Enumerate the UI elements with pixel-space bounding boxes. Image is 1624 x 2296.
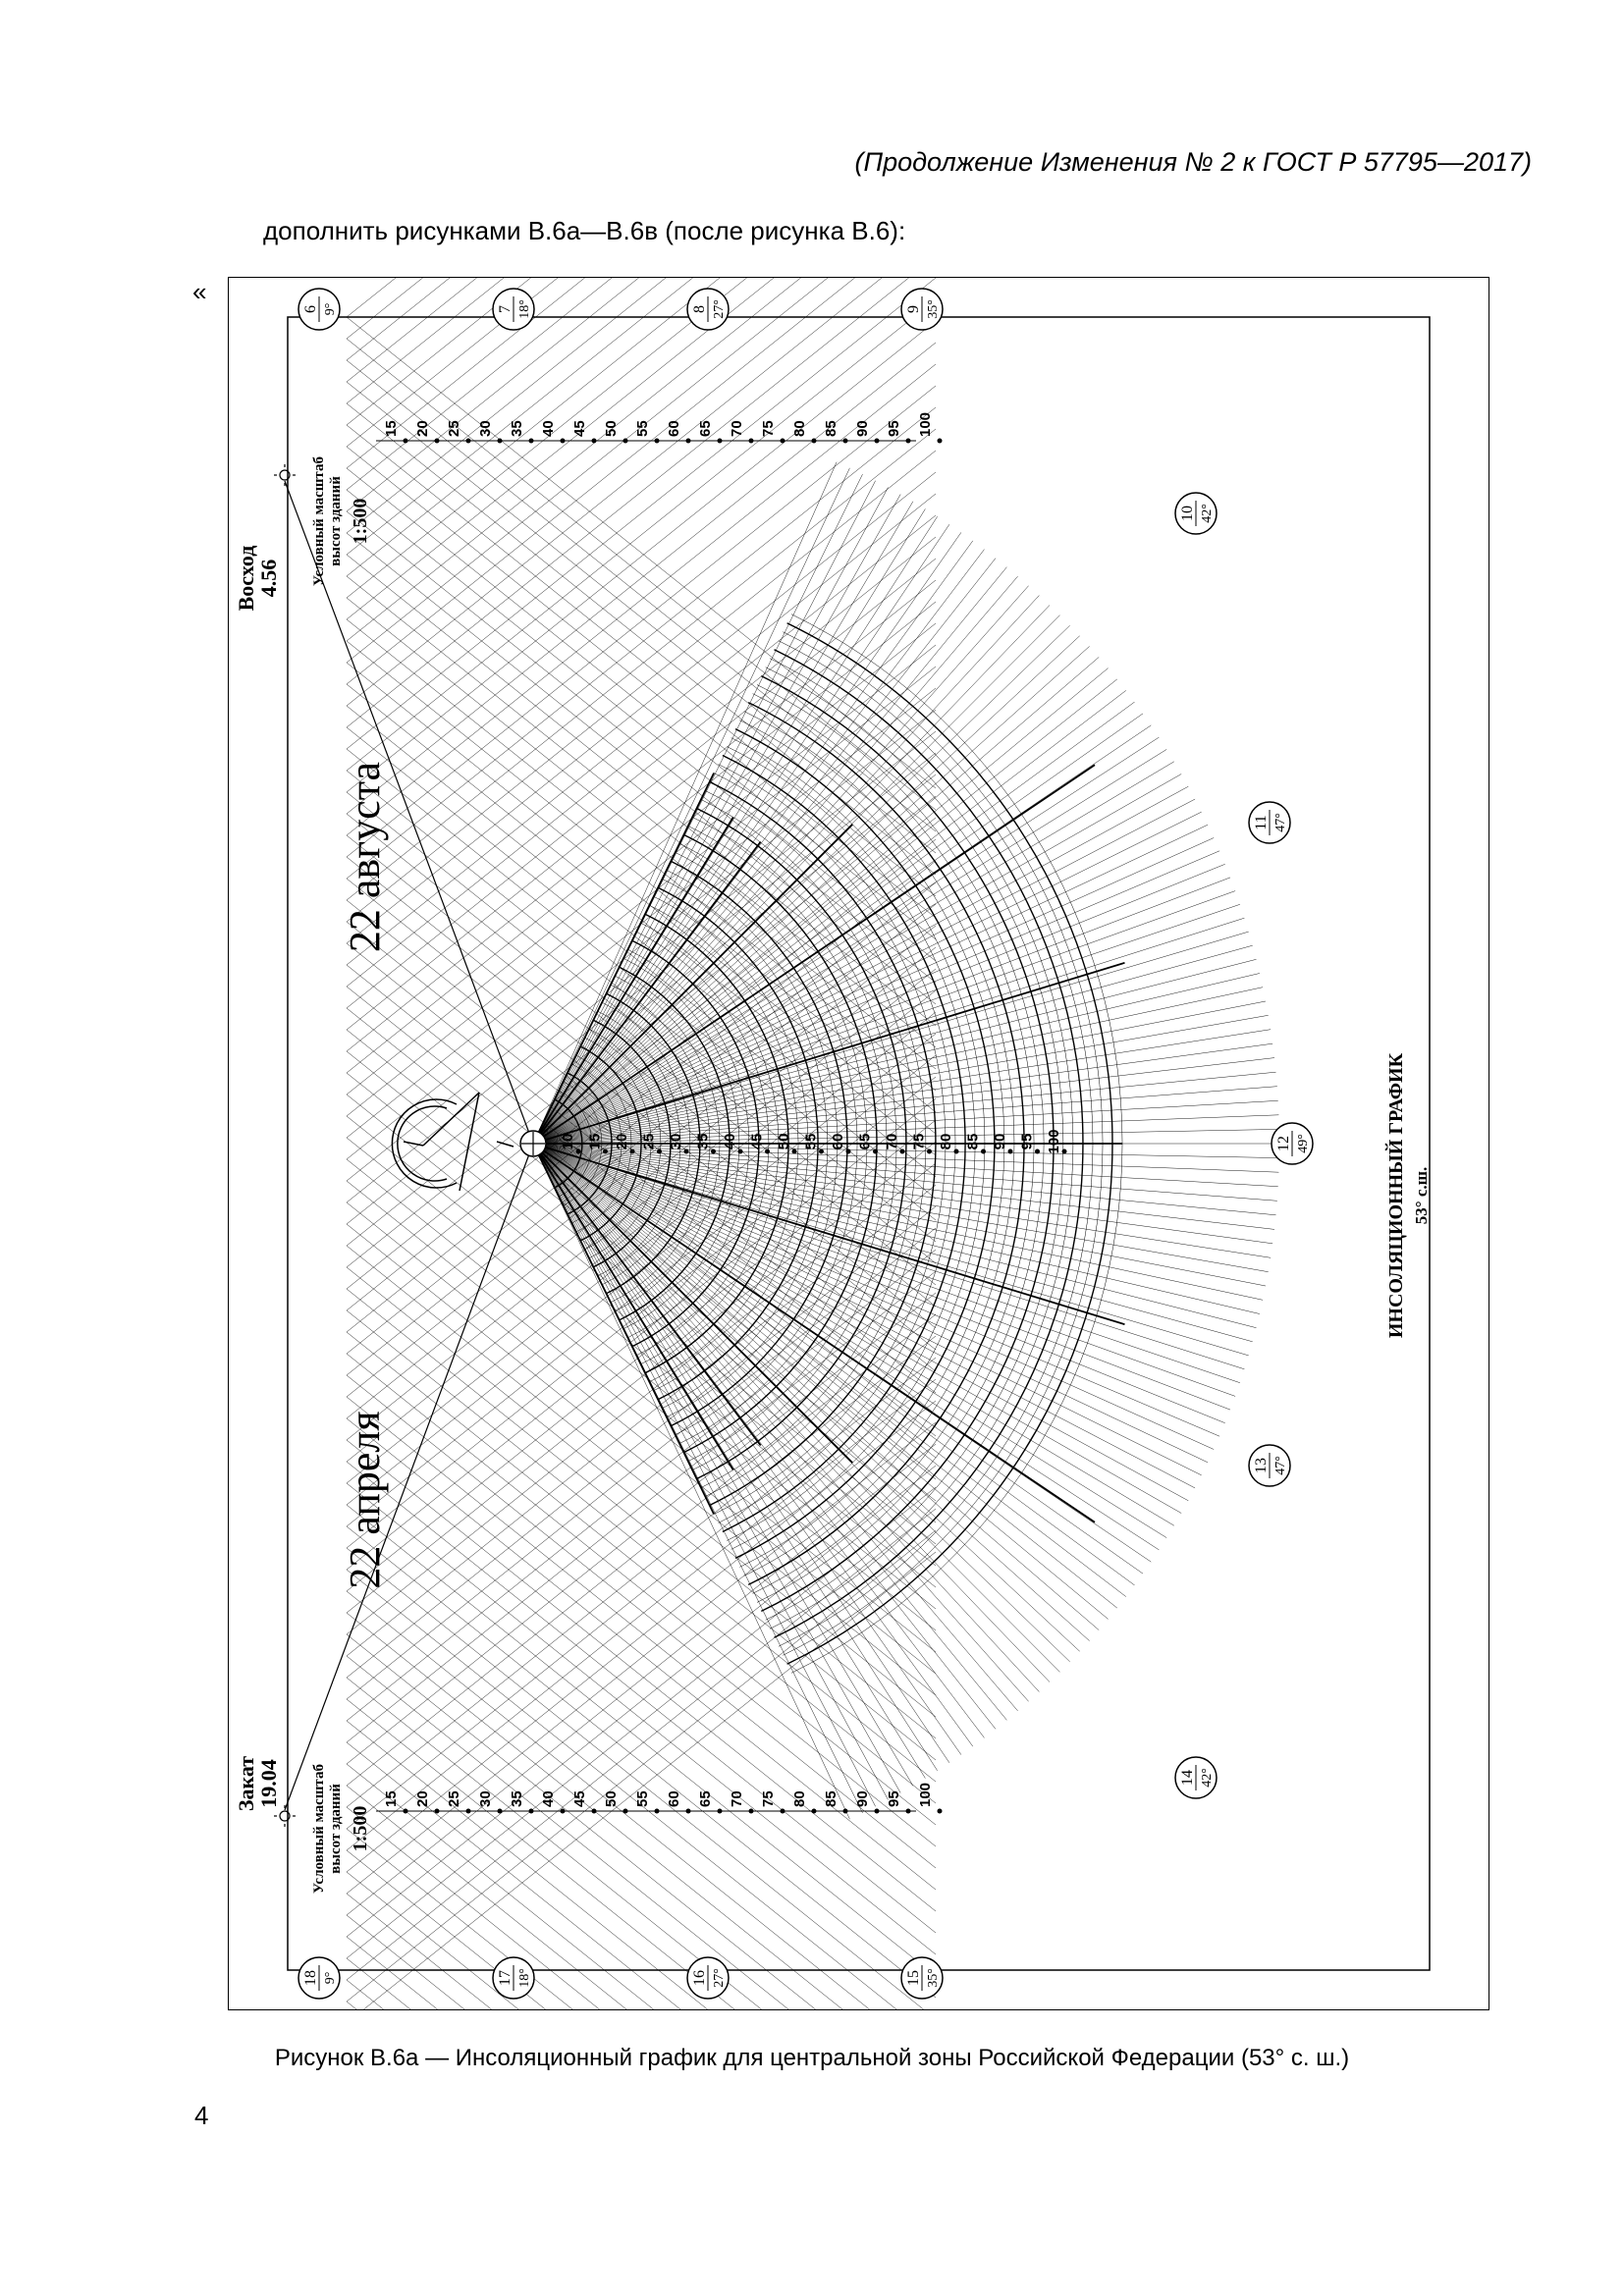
scale-tick-dot bbox=[749, 1809, 754, 1814]
fine-diagonal bbox=[347, 403, 936, 875]
fine-diagonal bbox=[347, 278, 936, 641]
fine-diagonal bbox=[347, 1483, 936, 1954]
height-tick-label: 65 bbox=[856, 1133, 874, 1150]
fine-diagonal bbox=[347, 425, 936, 896]
scale-tick-label: 30 bbox=[477, 1790, 494, 1807]
insolation-chart bbox=[229, 278, 1489, 2009]
fine-diagonal bbox=[347, 278, 936, 339]
scale-tick-dot bbox=[843, 1809, 848, 1814]
date-upper-label: 22 августа bbox=[341, 761, 389, 953]
fine-diagonal bbox=[347, 278, 936, 555]
fine-diagonal bbox=[347, 1462, 936, 1933]
scale-tick-dot bbox=[938, 1809, 943, 1814]
fine-diagonal bbox=[347, 1228, 936, 1699]
hour-marker-hour: 9 bbox=[905, 305, 922, 313]
scale-note-upper-line1: Условный масштаб bbox=[311, 456, 327, 586]
fine-diagonal bbox=[347, 1444, 936, 1915]
height-tick-dot bbox=[900, 1149, 905, 1154]
fine-diagonal bbox=[347, 1850, 936, 2009]
scale-tick-label: 60 bbox=[666, 420, 682, 437]
height-tick-label: 50 bbox=[776, 1133, 792, 1150]
hour-marker-azimuth: 9° bbox=[323, 302, 338, 316]
hour-marker bbox=[901, 1957, 943, 1999]
fine-diagonal bbox=[347, 468, 936, 939]
fine-diagonal bbox=[347, 278, 936, 511]
fine-diagonal bbox=[347, 818, 936, 1289]
figure-caption: Рисунок В.6а — Инсоляционный график для центральной зоны Российской Федерации (53° с. ш.) bbox=[274, 2045, 1350, 2071]
scale-tick-label: 75 bbox=[760, 1790, 777, 1807]
scale-tick-dot bbox=[781, 439, 785, 444]
sunrise-time: 4.56 bbox=[256, 559, 281, 598]
header-note: (Продолжение Изменения № 2 к ГОСТ Р 57795—2017) bbox=[854, 147, 1532, 177]
fine-diagonal bbox=[347, 1012, 936, 1483]
scale-tick-label: 20 bbox=[414, 1790, 431, 1807]
height-tick-dot bbox=[819, 1149, 824, 1154]
fine-diagonal bbox=[347, 1958, 936, 2009]
fine-diagonal bbox=[347, 1980, 936, 2009]
hour-marker-azimuth: 47° bbox=[1273, 1456, 1288, 1475]
fine-diagonal bbox=[347, 515, 936, 987]
scale-tick-dot bbox=[404, 1809, 408, 1814]
fine-diagonal bbox=[347, 1314, 936, 1786]
height-tick-dot bbox=[954, 1149, 959, 1154]
fine-diagonal bbox=[347, 537, 936, 1008]
scale-tick-label: 35 bbox=[509, 420, 525, 437]
fine-diagonal bbox=[347, 1807, 936, 2009]
sunset-time: 19.04 bbox=[256, 1759, 281, 1808]
scale-tick-label: 60 bbox=[666, 1790, 682, 1807]
height-tick-label: 20 bbox=[614, 1133, 630, 1150]
hour-marker-hour: 12 bbox=[1275, 1136, 1292, 1151]
height-tick-dot bbox=[1008, 1149, 1013, 1154]
height-tick-label: 55 bbox=[802, 1133, 820, 1150]
height-tick-dot bbox=[792, 1149, 797, 1154]
scale-tick-label: 80 bbox=[791, 1790, 808, 1807]
center-mark-icon bbox=[520, 1131, 546, 1156]
scale-tick-dot bbox=[435, 1809, 440, 1814]
fine-diagonal bbox=[347, 1030, 936, 1501]
hour-marker-hour: 11 bbox=[1253, 815, 1270, 830]
scale-tick-dot bbox=[498, 1809, 503, 1814]
fine-diagonal bbox=[347, 1142, 936, 1613]
fine-diagonal bbox=[347, 667, 936, 1138]
height-tick-dot bbox=[927, 1149, 932, 1154]
scale-tick-label: 50 bbox=[603, 420, 620, 437]
hour-marker-hour: 7 bbox=[497, 305, 514, 313]
hour-marker-azimuth: 18° bbox=[517, 299, 532, 319]
fine-diagonal bbox=[347, 663, 936, 1134]
hour-marker-azimuth: 35° bbox=[926, 1968, 941, 1988]
fine-diagonal bbox=[347, 1829, 936, 2009]
scale-tick-dot bbox=[749, 439, 754, 444]
hour-marker-azimuth: 42° bbox=[1200, 1768, 1215, 1788]
scale-tick-label: 65 bbox=[697, 1790, 714, 1807]
scale-tick-dot bbox=[466, 439, 471, 444]
fine-diagonal bbox=[347, 1570, 936, 2009]
hour-marker bbox=[1249, 1445, 1290, 1486]
fine-diagonal bbox=[347, 278, 936, 598]
scale-tick-label: 90 bbox=[854, 420, 871, 437]
fine-diagonal bbox=[347, 490, 936, 961]
fine-diagonal bbox=[347, 511, 936, 983]
scale-tick-label: 40 bbox=[540, 1790, 557, 1807]
hour-marker-hour: 8 bbox=[691, 305, 708, 313]
hour-ray bbox=[533, 774, 714, 1145]
fine-diagonal bbox=[347, 533, 936, 1004]
fine-diagonal bbox=[347, 1505, 936, 1976]
scale-tick-dot bbox=[812, 1809, 817, 1814]
height-tick-dot bbox=[738, 1149, 743, 1154]
scale-tick-label: 90 bbox=[854, 1790, 871, 1807]
fine-diagonal bbox=[347, 1699, 936, 2009]
fine-diagonal bbox=[347, 278, 936, 727]
hour-marker-hour: 15 bbox=[905, 1970, 922, 1986]
fine-diagonal bbox=[347, 1267, 936, 1738]
height-tick-dot bbox=[1062, 1149, 1067, 1154]
fine-diagonal bbox=[347, 278, 936, 684]
fine-diagonal bbox=[347, 559, 936, 1030]
hour-marker-azimuth: 9° bbox=[323, 1971, 338, 1985]
scale-tick-label: 100 bbox=[917, 1782, 934, 1807]
intro-text: дополнить рисунками В.6а—В.6в (после рисунка В.6): bbox=[263, 216, 906, 245]
hour-marker-hour: 10 bbox=[1179, 506, 1196, 521]
fine-diagonal bbox=[347, 1678, 936, 2009]
scale-tick-dot bbox=[561, 1809, 566, 1814]
scale-tick-label: 55 bbox=[634, 1790, 651, 1807]
sunrise-sunset-lines bbox=[285, 481, 533, 1810]
scale-tick-dot bbox=[686, 439, 691, 444]
height-tick-label: 95 bbox=[1018, 1133, 1036, 1150]
date-lower-label: 22 апреля bbox=[341, 1411, 389, 1589]
scale-tick-dot bbox=[404, 439, 408, 444]
sunset-label: Закат bbox=[234, 1755, 258, 1812]
fine-diagonal bbox=[347, 1224, 936, 1695]
height-tick-label: 15 bbox=[586, 1133, 604, 1150]
hour-marker bbox=[298, 289, 340, 330]
scale-tick-dot bbox=[529, 439, 534, 444]
fine-diagonal bbox=[347, 1894, 936, 2009]
chart-latitude: 53° с.ш. bbox=[1412, 1166, 1431, 1225]
hour-marker bbox=[493, 1957, 534, 1999]
fine-diagonal bbox=[347, 1289, 936, 1760]
scale-tick-dot bbox=[435, 439, 440, 444]
hour-marker bbox=[1175, 493, 1217, 534]
scale-note-lower-line1: Условный масштаб bbox=[311, 1764, 327, 1894]
fine-diagonal bbox=[347, 1915, 936, 2009]
fine-diagonal bbox=[347, 386, 936, 857]
scale-tick-label: 95 bbox=[886, 420, 902, 437]
fine-diagonal bbox=[347, 407, 936, 879]
scale-tick-dot bbox=[812, 439, 817, 444]
fine-diagonal bbox=[347, 339, 936, 810]
scale-tick-dot bbox=[843, 439, 848, 444]
fine-diagonal bbox=[347, 814, 936, 1285]
scale-tick-label: 25 bbox=[446, 420, 462, 437]
height-tick-label: 75 bbox=[910, 1133, 928, 1150]
height-tick-dot bbox=[873, 1149, 878, 1154]
scale-tick-dot bbox=[875, 1809, 880, 1814]
height-tick-label: 90 bbox=[992, 1133, 1008, 1150]
height-tick-dot bbox=[630, 1149, 635, 1154]
scale-tick-dot bbox=[529, 1809, 534, 1814]
scale-ratio-upper: 1:500 bbox=[350, 498, 371, 545]
height-tick-label: 30 bbox=[668, 1133, 684, 1150]
height-tick-dot bbox=[765, 1149, 770, 1154]
scale-tick-dot bbox=[592, 439, 597, 444]
height-tick-label: 80 bbox=[938, 1133, 954, 1150]
scale-tick-label: 50 bbox=[603, 1790, 620, 1807]
fine-diagonal bbox=[347, 879, 936, 1350]
sunset-line bbox=[285, 1144, 533, 1810]
north-arrow-icon bbox=[392, 1093, 514, 1191]
fine-diagonal bbox=[347, 278, 936, 749]
height-tick-label: 40 bbox=[722, 1133, 738, 1150]
scale-tick-label: 15 bbox=[383, 1790, 400, 1807]
hour-marker-azimuth: 42° bbox=[1200, 504, 1215, 523]
hour-marker bbox=[1175, 1757, 1217, 1798]
scale-tick-label: 40 bbox=[540, 420, 557, 437]
scale-tick-label: 35 bbox=[509, 1790, 525, 1807]
fine-diagonal bbox=[347, 278, 936, 382]
scale-note-lower-line2: высот зданий bbox=[328, 1784, 344, 1874]
fine-diagonal bbox=[347, 472, 936, 943]
scale-tick-dot bbox=[655, 439, 660, 444]
hour-marker bbox=[1249, 802, 1290, 843]
scale-tick-label: 25 bbox=[446, 1790, 462, 1807]
figure-frame bbox=[228, 277, 1489, 2010]
height-tick-dot bbox=[657, 1149, 662, 1154]
scale-tick-dot bbox=[623, 1809, 628, 1814]
hour-marker bbox=[687, 289, 729, 330]
height-tick-dot bbox=[603, 1149, 608, 1154]
fine-diagonal bbox=[347, 555, 936, 1026]
fine-diagonal bbox=[347, 619, 936, 1091]
height-tick-label: 100 bbox=[1046, 1129, 1062, 1154]
hour-marker bbox=[1272, 1123, 1313, 1164]
scale-tick-dot bbox=[718, 1809, 723, 1814]
fine-diagonal bbox=[347, 1634, 936, 2009]
height-tick-label: 60 bbox=[830, 1133, 846, 1150]
fine-diagonal bbox=[347, 343, 936, 814]
height-tick-dot bbox=[576, 1149, 581, 1154]
scale-tick-label: 70 bbox=[729, 420, 745, 437]
scale-tick-label: 70 bbox=[729, 1790, 745, 1807]
scale-tick-dot bbox=[561, 439, 566, 444]
scale-tick-label: 20 bbox=[414, 420, 431, 437]
fine-diagonal bbox=[347, 1422, 936, 1894]
scale-tick-dot bbox=[623, 439, 628, 444]
scale-tick-label: 55 bbox=[634, 420, 651, 437]
scale-tick-dot bbox=[466, 1809, 471, 1814]
height-tick-label: 70 bbox=[884, 1133, 900, 1150]
hour-ray bbox=[533, 1144, 714, 1515]
scale-tick-dot bbox=[686, 1809, 691, 1814]
fine-diagonal bbox=[347, 1937, 936, 2009]
hour-marker bbox=[687, 1957, 729, 1999]
fine-diagonal bbox=[347, 1548, 936, 2009]
fine-diagonal bbox=[347, 1418, 936, 1890]
hour-marker-azimuth: 27° bbox=[712, 299, 727, 319]
fine-diagonal bbox=[347, 1379, 936, 1850]
fine-diagonal bbox=[347, 1552, 936, 2009]
scale-tick-dot bbox=[718, 439, 723, 444]
scale-tick-label: 75 bbox=[760, 420, 777, 437]
scale-tick-label: 100 bbox=[917, 411, 934, 437]
fine-diagonal bbox=[347, 1526, 936, 1998]
scale-note-upper-line2: высот зданий bbox=[328, 476, 344, 566]
scale-tick-label: 65 bbox=[697, 420, 714, 437]
fine-diagonal bbox=[347, 1202, 936, 1674]
fine-diagonal bbox=[347, 382, 936, 853]
fine-diagonal bbox=[347, 1721, 936, 2009]
scale-tick-label: 85 bbox=[823, 420, 839, 437]
fine-diagonal bbox=[347, 1466, 936, 1937]
hour-marker-hour: 17 bbox=[497, 1970, 514, 1986]
height-tick-label: 25 bbox=[640, 1133, 658, 1150]
hour-marker-hour: 16 bbox=[691, 1970, 708, 1986]
hour-marker-azimuth: 35° bbox=[926, 299, 941, 319]
hour-marker-azimuth: 18° bbox=[517, 1968, 532, 1988]
scale-tick-label: 45 bbox=[571, 420, 588, 437]
height-tick-label: 45 bbox=[748, 1133, 766, 1150]
hour-marker-azimuth: 49° bbox=[1296, 1134, 1311, 1153]
fine-diagonal bbox=[347, 451, 936, 922]
fine-diagonal bbox=[347, 796, 936, 1267]
fine-diagonal bbox=[347, 1872, 936, 2009]
fine-diagonal bbox=[347, 1509, 936, 1980]
height-tick-label: 35 bbox=[694, 1133, 712, 1150]
scale-tick-label: 85 bbox=[823, 1790, 839, 1807]
scale-tick-label: 80 bbox=[791, 420, 808, 437]
fine-diagonal bbox=[347, 1116, 936, 1587]
scale-tick-dot bbox=[906, 1809, 911, 1814]
scale-tick-dot bbox=[592, 1809, 597, 1814]
scale-tick-dot bbox=[938, 439, 943, 444]
fine-diagonal bbox=[347, 321, 936, 792]
hour-marker-hour: 18 bbox=[302, 1970, 319, 1986]
fine-diagonal bbox=[347, 1530, 936, 2002]
fine-diagonal bbox=[347, 576, 936, 1047]
hour-marker-hour: 13 bbox=[1253, 1458, 1270, 1473]
hour-marker bbox=[901, 289, 943, 330]
hour-marker-hour: 14 bbox=[1179, 1770, 1196, 1786]
height-tick-label: 85 bbox=[964, 1133, 982, 1150]
height-tick-dot bbox=[981, 1149, 986, 1154]
fine-diagonal bbox=[347, 1185, 936, 1656]
fine-diagonal bbox=[347, 278, 936, 425]
fine-diagonal bbox=[347, 2002, 936, 2009]
scale-tick-dot bbox=[498, 439, 503, 444]
height-tick-dot bbox=[711, 1149, 716, 1154]
opening-quote-mark: « bbox=[192, 277, 207, 306]
fine-diagonal bbox=[347, 774, 936, 1246]
hour-marker-azimuth: 47° bbox=[1273, 813, 1288, 832]
height-tick-dot bbox=[846, 1149, 851, 1154]
sunrise-label: Восход bbox=[234, 545, 258, 612]
height-tick-dot bbox=[684, 1149, 689, 1154]
fine-diagonal bbox=[347, 1034, 936, 1505]
fine-diagonal bbox=[347, 1138, 936, 1609]
scale-tick-dot bbox=[781, 1809, 785, 1814]
fine-diagonal bbox=[347, 1163, 936, 1634]
fine-diagonal bbox=[347, 1358, 936, 1829]
scale-tick-label: 95 bbox=[886, 1790, 902, 1807]
chart-title: ИНСОЛЯЦИОННЫЙ ГРАФИК bbox=[1385, 1052, 1407, 1339]
fine-diagonal bbox=[347, 1440, 936, 1911]
scale-tick-dot bbox=[906, 439, 911, 444]
height-tick-dot bbox=[1035, 1149, 1040, 1154]
hour-marker bbox=[493, 289, 534, 330]
fine-diagonal bbox=[347, 1332, 936, 1803]
hour-marker bbox=[298, 1957, 340, 1999]
hour-marker-azimuth: 27° bbox=[712, 1968, 727, 1988]
fine-diagonal bbox=[347, 317, 936, 788]
scale-tick-label: 15 bbox=[383, 420, 400, 437]
page-number: 4 bbox=[194, 2101, 209, 2130]
scale-tick-dot bbox=[655, 1809, 660, 1814]
scale-tick-label: 45 bbox=[571, 1790, 588, 1807]
scale-tick-dot bbox=[875, 439, 880, 444]
height-tick-label: 10 bbox=[560, 1133, 576, 1150]
scale-tick-label: 30 bbox=[477, 420, 494, 437]
scale-ratio-lower: 1:500 bbox=[350, 1805, 371, 1852]
hour-marker-hour: 6 bbox=[302, 305, 319, 313]
